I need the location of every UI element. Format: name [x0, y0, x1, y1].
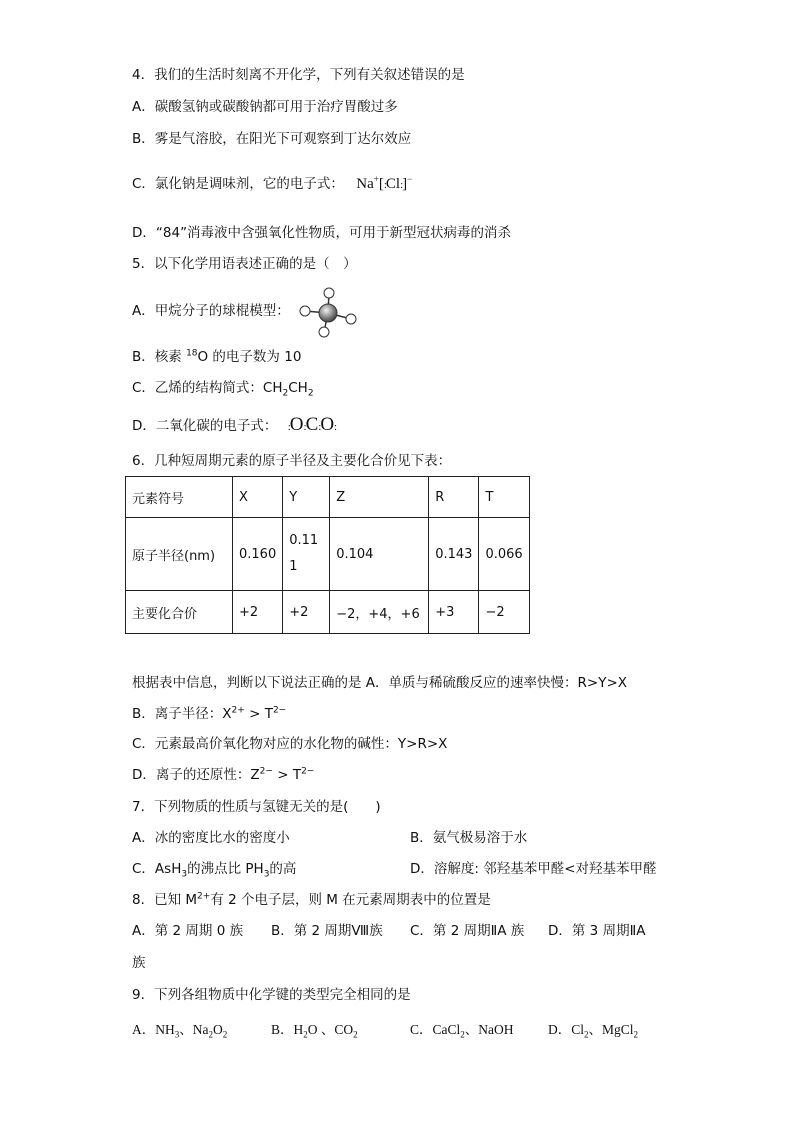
- q5-option-a: A．甲烷分子的球棍模型：: [132, 303, 290, 319]
- q7-option-a: A．冰的密度比水的密度小: [132, 830, 290, 846]
- q6-option-c: C．元素最高价氧化物对应的水化物的碱性：Y>R>X: [132, 736, 448, 752]
- table-valence-row: [126, 591, 530, 634]
- q4-stem: 4．我们的生活时刻离不开化学，下列有关叙述错误的是: [132, 67, 465, 83]
- q6-stem: 6．几种短周期元素的原子半径及主要化合价见下表：: [132, 453, 452, 469]
- table-cell: 元素符号: [126, 477, 233, 518]
- table-cell: +3: [429, 591, 479, 634]
- q9-option-b: B．$H_2O$ 、$CO_2$: [271, 1022, 358, 1040]
- q9-option-a: A．$NH_3$、$Na_2O_2$: [132, 1022, 228, 1040]
- q5-option-d: D．二氧化碳的电子式： :O:C:O:: [132, 414, 337, 435]
- q4-option-c-text: C．氯化钠是调味剂，它的电子式：: [132, 176, 344, 192]
- q8-option-a: A．第 2 周期 0 族: [132, 923, 244, 939]
- q4-option-d: D．“84”消毒液中含强氧化性物质，可用于新型冠状病毒的消杀: [132, 225, 512, 241]
- methane-ball-stick-model: [297, 286, 361, 342]
- q7-option-d: D．溶解度: 邻羟基苯甲醛<对羟基苯甲醛: [410, 861, 657, 877]
- q9-option-d: D．$Cl_2$、MgCl$_2$: [548, 1022, 639, 1040]
- table-cell: 0.066: [479, 518, 529, 591]
- q8-option-b: B．第 2 周期Ⅷ族: [271, 923, 383, 939]
- table-cell: Y: [283, 477, 330, 518]
- table-cell: +2: [233, 591, 283, 634]
- q6-option-d: D．离子的还原性：$Z^{2-} > T^{2-}$: [132, 766, 315, 783]
- q6-option-b: B．离子半径：$X^{2+} > T^{2-}$: [132, 705, 287, 722]
- table-radius-row: [126, 518, 530, 591]
- table-cell: 0.111: [283, 518, 330, 591]
- q5-option-c: C．乙烯的结构简式：$CH_2CH_2$: [132, 380, 314, 399]
- table-cell: T: [479, 477, 529, 518]
- q8-option-d-wrap: 族: [132, 955, 146, 971]
- q8-option-c: C．第 2 周期ⅡA 族: [410, 923, 525, 939]
- q5-option-b: B．核素 $^{18}$O 的电子数为 10: [132, 348, 302, 365]
- q5-stem: 5．以下化学用语表述正确的是（ ）: [132, 256, 357, 272]
- table-cell: +2: [283, 591, 330, 634]
- q7-stem: 7．下列物质的性质与氢键无关的是( ): [132, 799, 381, 815]
- q9-option-c: C．CaCl$_2$、NaOH: [410, 1022, 514, 1040]
- q8-stem: 8．已知 $M^{2+}$有 2 个电子层，则 M 在元素周期表中的位置是: [132, 891, 491, 908]
- q4-option-c: [132, 175, 412, 194]
- q4-option-a: A．碳酸氢钠或碳酸钠都可用于治疗胃酸过多: [132, 99, 398, 115]
- table-cell: 0.143: [429, 518, 479, 591]
- table-cell: Z: [330, 477, 429, 518]
- q8-option-d: D．第 3 周期ⅡA: [548, 923, 646, 939]
- co2-electron-formula: :O:C:O:: [287, 414, 337, 435]
- table-cell: 主要化合价: [126, 591, 233, 634]
- table-cell: −2，+4，+6: [330, 591, 429, 634]
- table-header-row: [126, 477, 530, 518]
- table-cell: 原子半径(nm): [126, 518, 233, 591]
- q7-option-b: B．氨气极易溶于水: [410, 830, 528, 846]
- q4-option-b: B．雾是气溶胶，在阳光下可观察到丁达尔效应: [132, 131, 412, 147]
- q7-option-c: C．AsH$_3$的沸点比 $PH_3$的高: [132, 861, 297, 880]
- table-cell: 0.104: [330, 518, 429, 591]
- q6-option-a: 根据表中信息，判断以下说法正确的是 A．单质与稀硫酸反应的速率快慢：R>Y>X: [132, 675, 628, 691]
- nacl-electron-formula: Na+[:Cl:]−: [356, 174, 413, 192]
- table-cell: X: [233, 477, 283, 518]
- table-cell: 0.160: [233, 518, 283, 591]
- q9-stem: 9．下列各组物质中化学键的类型完全相同的是: [132, 987, 411, 1003]
- table-cell: R: [429, 477, 479, 518]
- table-cell: −2: [479, 591, 529, 634]
- element-data-table: [125, 476, 530, 634]
